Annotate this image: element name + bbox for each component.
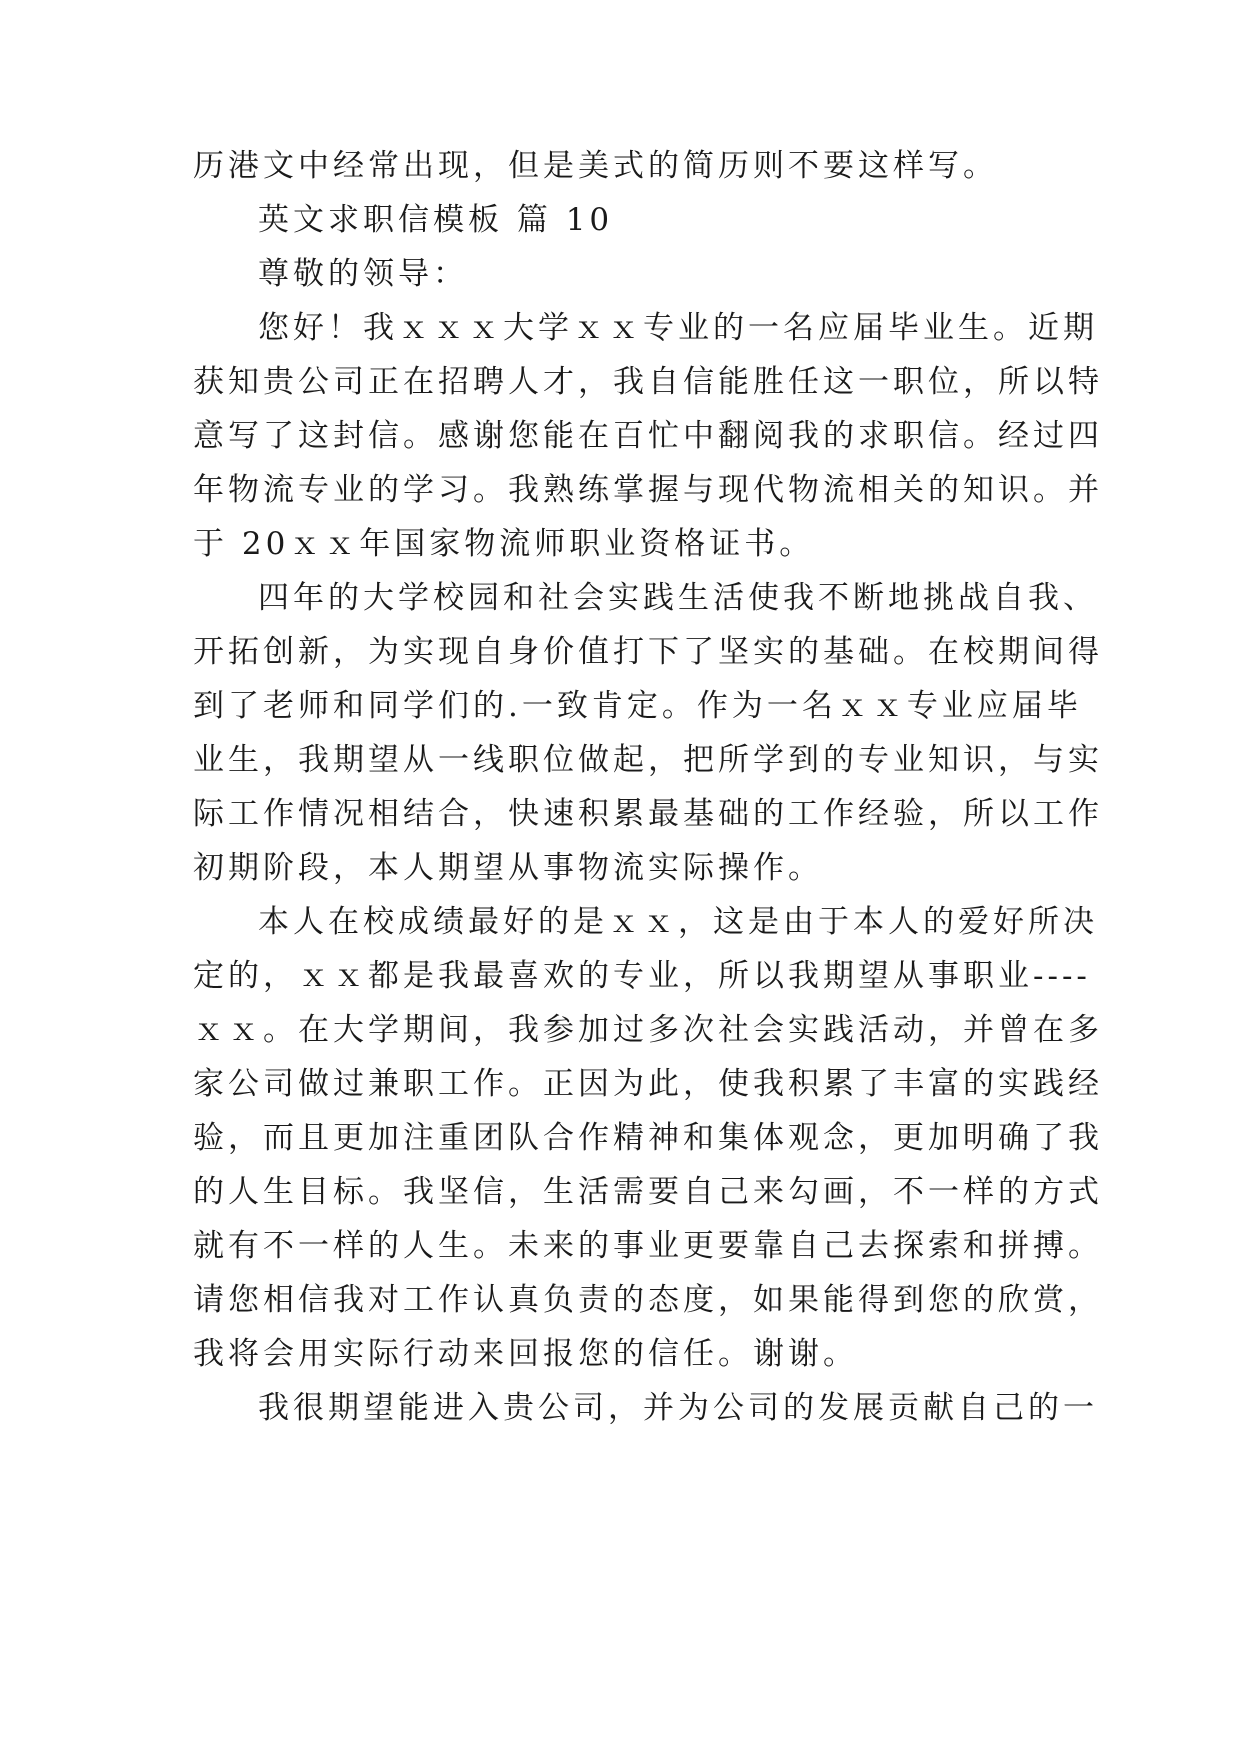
paragraph-2-line-0: 四年的大学校园和社会实践生活使我不断地挑战自我、 [258, 580, 1098, 616]
paragraph-3-line-7: 请您相信我对工作认真负责的态度，如果能得到您的欣赏， [193, 1282, 1103, 1318]
paragraph-2-line-1: 开拓创新，为实现自身价值打下了坚实的基础。在校期间得 [193, 634, 1103, 670]
paragraph-3-line-3: 家公司做过兼职工作。正因为此，使我积累了丰富的实践经 [193, 1066, 1103, 1102]
paragraph-3-line-0: 本人在校成绩最好的是ｘｘ，这是由于本人的爱好所决 [258, 904, 1098, 940]
paragraph-0-line-0: 历港文中经常出现，但是美式的简历则不要这样写。 [193, 148, 998, 184]
paragraph-2-line-5: 初期阶段，本人期望从事物流实际操作。 [193, 850, 823, 886]
paragraph-3-line-4: 验，而且更加注重团队合作精神和集体观念，更加明确了我 [193, 1120, 1103, 1156]
paragraph-1-line-0: 您好！我ｘｘｘ大学ｘｘ专业的一名应届毕业生。近期 [258, 310, 1098, 346]
paragraph-1-line-3: 年物流专业的学习。我熟练掌握与现代物流相关的知识。并 [193, 472, 1103, 508]
paragraph-3-line-8: 我将会用实际行动来回报您的信任。谢谢。 [193, 1336, 858, 1372]
paragraph-3-line-2: ｘｘ。在大学期间，我参加过多次社会实践活动，并曾在多 [193, 1012, 1103, 1048]
paragraph-1-line-4: 于 20ｘｘ年国家物流师职业资格证书。 [193, 526, 815, 562]
paragraph-2-line-3: 业生，我期望从一线职位做起，把所学到的专业知识，与实 [193, 742, 1103, 778]
paragraph-1-line-1: 获知贵公司正在招聘人才，我自信能胜任这一职位，所以特 [193, 364, 1103, 400]
paragraph-4-line-0: 我很期望能进入贵公司，并为公司的发展贡献自己的一 [258, 1390, 1098, 1426]
paragraph-2-line-2: 到了老师和同学们的.一致肯定。作为一名ｘｘ专业应届毕 [193, 688, 1082, 724]
section-heading: 英文求职信模板 篇 10 [258, 202, 614, 238]
paragraph-2-line-4: 际工作情况相结合，快速积累最基础的工作经验，所以工作 [193, 796, 1103, 832]
salutation: 尊敬的领导： [258, 256, 468, 292]
paragraph-3-line-5: 的人生目标。我坚信，生活需要自己来勾画，不一样的方式 [193, 1174, 1103, 1210]
paragraph-3-line-1: 定的，ｘｘ都是我最喜欢的专业，所以我期望从事职业---- [193, 958, 1091, 994]
paragraph-3-line-6: 就有不一样的人生。未来的事业更要靠自己去探索和拼搏。 [193, 1228, 1103, 1264]
paragraph-1-line-2: 意写了这封信。感谢您能在百忙中翻阅我的求职信。经过四 [193, 418, 1103, 454]
